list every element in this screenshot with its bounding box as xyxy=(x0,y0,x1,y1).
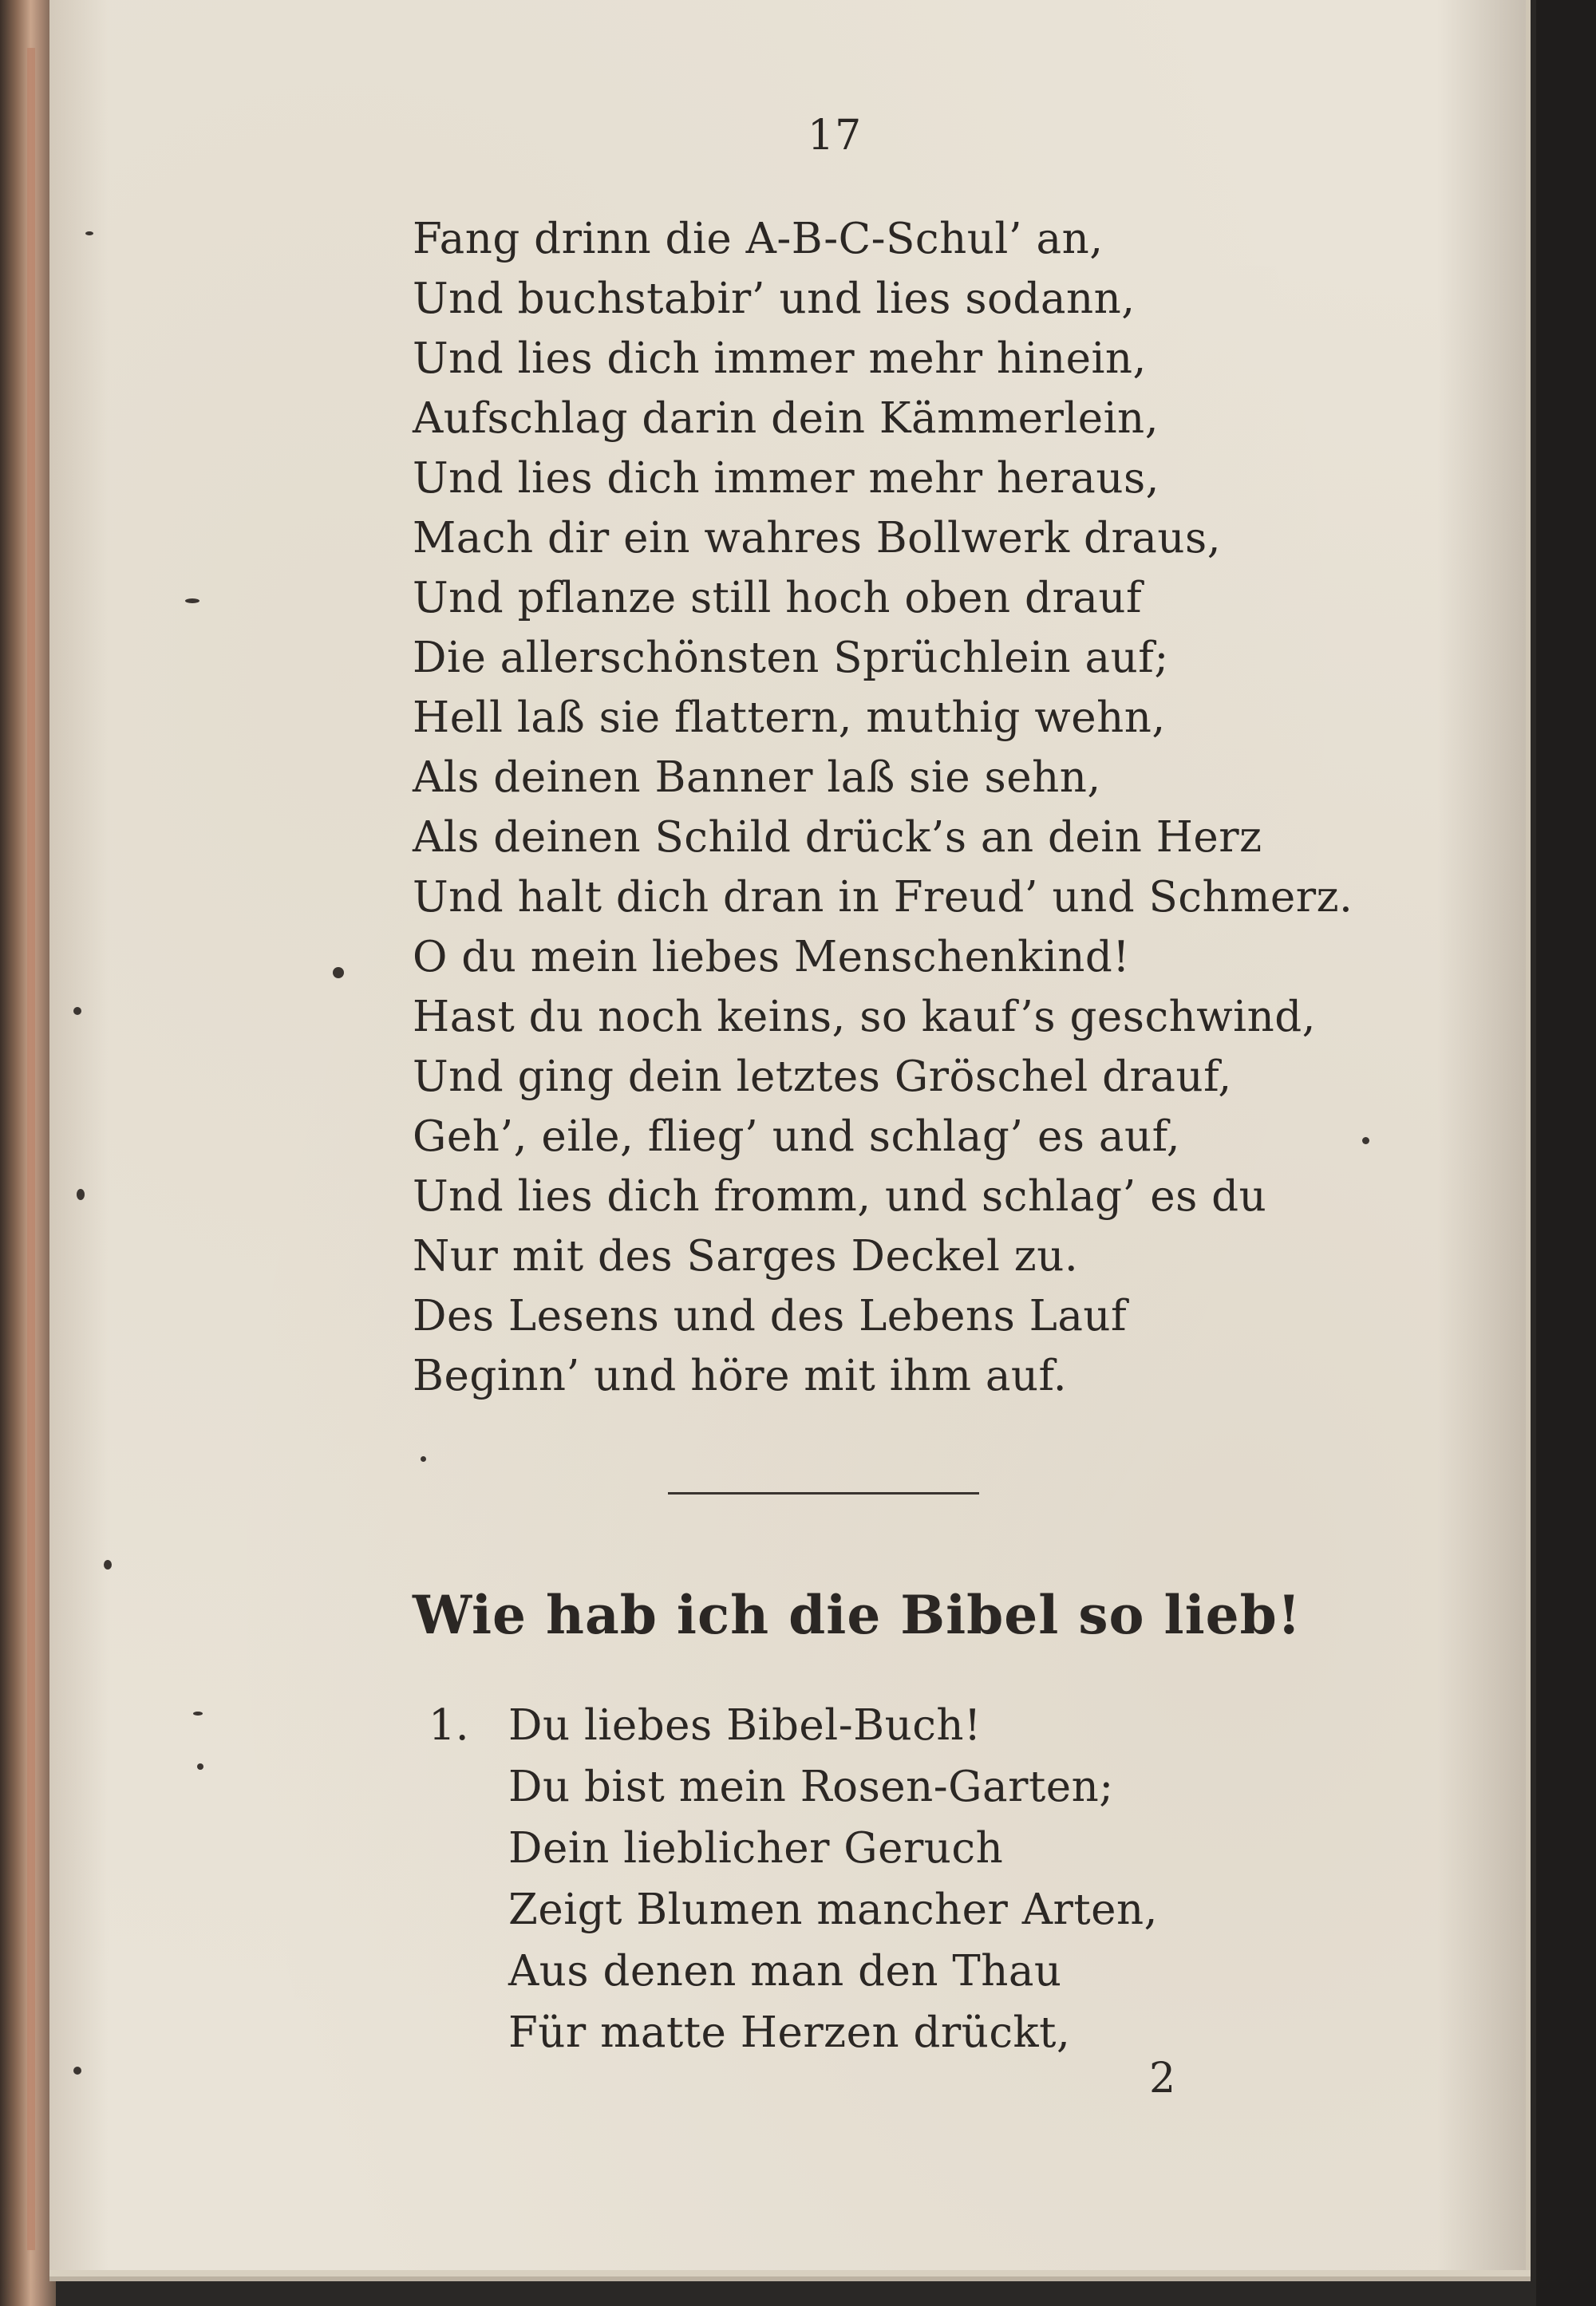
poem-line: Geh’, eile, flieg’ und schlag’ es auf, xyxy=(413,1112,1181,1161)
print-speck xyxy=(1362,1137,1369,1144)
verse-number: 1. xyxy=(429,1701,469,1750)
hymn-title: Wie hab ich die Bibel so lieb! xyxy=(413,1584,1302,1646)
signature-mark: 2 xyxy=(1149,2055,1176,2103)
poem-line: Die allerschönsten Sprüchlein auf; xyxy=(413,634,1169,682)
print-speck xyxy=(73,1007,81,1015)
scan-background xyxy=(1536,0,1596,2306)
poem-line: Des Lesens und des Lebens Lauf xyxy=(413,1292,1128,1341)
print-speck xyxy=(197,1763,203,1770)
poem-line: Und lies dich immer mehr heraus, xyxy=(413,454,1159,503)
print-speck xyxy=(85,231,93,235)
poem-line: Und lies dich immer mehr hinein, xyxy=(413,334,1147,383)
poem-line: Und pflanze still hoch oben drauf xyxy=(413,574,1143,622)
binding-stripe xyxy=(27,48,35,2250)
poem-line: Nur mit des Sarges Deckel zu. xyxy=(413,1232,1079,1281)
poem-line: Hell laß sie flattern, muthig wehn, xyxy=(413,693,1166,742)
poem-line: O du mein liebes Menschenkind! xyxy=(413,933,1131,981)
poem-line: Und lies dich fromm, und schlag’ es du xyxy=(413,1172,1267,1221)
verse-line: Du bist mein Rosen-Garten; xyxy=(508,1763,1114,1811)
section-divider xyxy=(668,1492,979,1495)
poem-line: Und ging dein letztes Gröschel drauf, xyxy=(413,1052,1232,1101)
poem-line: Als deinen Banner laß sie sehn, xyxy=(413,753,1101,802)
print-speck xyxy=(77,1189,85,1200)
poem-line: Hast du noch keins, so kauf’s geschwind, xyxy=(413,993,1316,1041)
verse-line: Zeigt Blumen mancher Arten, xyxy=(508,1885,1158,1934)
page-number: 17 xyxy=(808,112,863,160)
print-speck xyxy=(185,598,200,603)
poem-line: Und buchstabir’ und lies sodann, xyxy=(413,274,1136,323)
poem-line: Beginn’ und höre mit ihm auf. xyxy=(413,1352,1068,1400)
book-binding xyxy=(0,0,56,2306)
poem-line: Mach dir ein wahres Bollwerk draus, xyxy=(413,514,1222,563)
print-speck xyxy=(421,1456,426,1462)
verse-line: Aus denen man den Thau xyxy=(508,1947,1062,1996)
verse-line: Dein lieblicher Geruch xyxy=(508,1824,1004,1873)
print-speck xyxy=(73,2067,81,2075)
verse-line: Du liebes Bibel-Buch! xyxy=(508,1701,982,1750)
book-page xyxy=(49,0,1531,2270)
poem-line: Als deinen Schild drück’s an dein Herz xyxy=(413,813,1262,862)
poem-line: Und halt dich dran in Freud’ und Schmerz. xyxy=(413,873,1353,922)
print-speck xyxy=(333,967,344,978)
print-speck xyxy=(104,1560,112,1570)
poem-line: Aufschlag darin dein Kämmerlein, xyxy=(413,394,1159,443)
print-speck xyxy=(193,1712,203,1716)
verse-line: Für matte Herzen drückt, xyxy=(508,2008,1071,2057)
poem-line: Fang drinn die A-B-C-Schul’ an, xyxy=(413,215,1104,263)
